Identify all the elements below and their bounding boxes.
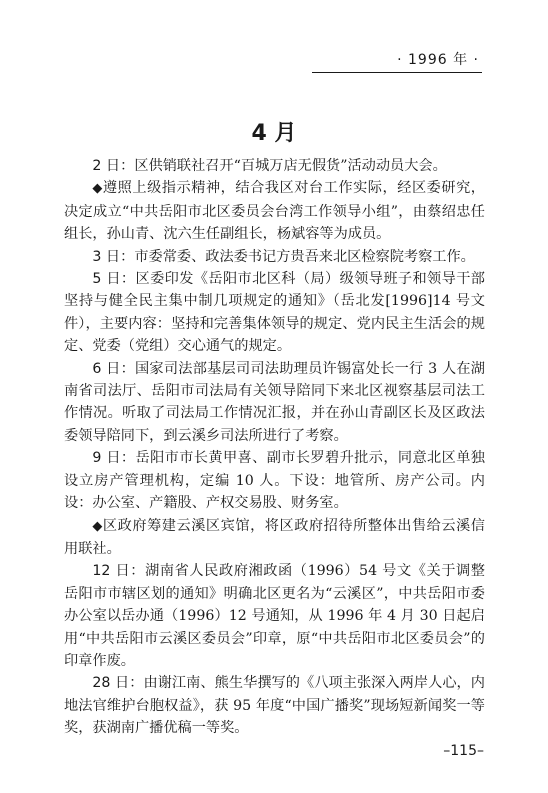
- entry-apr-28: [64, 672, 485, 739]
- entry-apr-2-additional: [64, 177, 485, 245]
- entry-apr-5: [64, 268, 485, 358]
- diamond-bullet-icon: ◆: [92, 181, 103, 197]
- entry-apr-2: [64, 155, 485, 177]
- running-header-year: · 1996 年 ·: [397, 52, 479, 68]
- page-number: –115–: [443, 743, 484, 759]
- month-heading: 4 月: [251, 121, 297, 146]
- entry-text: 国家司法部基层司司法助理员许锡富处长一行 3 人在湖南省司法厅、岳阳市司法局有关领导陪同下来北区视察基层司法工作情况。听取了司法局工作情况汇报，并在孙山青副区长及区政法委领导陪同下，到云溪乡司法所进行了考察。: [64, 360, 485, 444]
- entry-apr-12: [64, 560, 485, 672]
- entry-text: 岳阳市市长黄甲喜、副市长罗碧升批示，同意北区单独设立房产管理机构，定编 10 人。下设：地管所、房产公司。内设：办公室、产籍股、产权交易股、财务室。: [64, 450, 485, 512]
- entry-date: 3 日：: [92, 248, 135, 265]
- entry-text: 遵照上级指示精神，结合我区对台工作实际，经区委研究，决定成立“中共岳阳市北区委员会台湾工作领导小组”，由蔡绍忠任组长，孙山青、沈六生任副组长，杨斌容等为成员。: [64, 180, 485, 243]
- entry-apr-9: [64, 447, 485, 514]
- entry-apr-3: [64, 246, 485, 268]
- entry-text: 区供销联社召开“百城万店无假货”活动动员大会。: [134, 158, 447, 174]
- entry-date: 5 日：: [92, 271, 136, 288]
- entry-apr-6: [64, 358, 485, 448]
- chronicle-entries: [64, 155, 485, 740]
- entry-date: 12 日：: [92, 563, 146, 580]
- entry-text: 区委印发《岳阳市北区科（局）级领导班子和领导干部坚持与健全民主集中制几项规定的通知》（岳北发[1996]14 号文件），主要内容：坚持和完善集体领导的规定、党内民主生活会的规定、党委（党组）交心通气的规定。: [64, 271, 485, 355]
- entry-date: 2 日：: [92, 158, 135, 174]
- entry-text: 市委常委、政法委书记方贵吾来北区检察院考察工作。: [134, 248, 475, 265]
- entry-date: 9 日：: [92, 450, 136, 467]
- entry-text: 湖南省人民政府湘政函（1996）54 号文《关于调整岳阳市市辖区划的通知》明确北区更名为“云溪区”，中共岳阳市委办公室以岳办通（1996）12 号通知，从 1996 年 4 月 30 日起启用“中共岳阳市云溪区委员会”印章，原“中共岳阳市北区委员会”的印章作废。: [64, 563, 485, 669]
- entry-date: 6 日：: [92, 360, 136, 377]
- diamond-bullet-icon: ◆: [92, 518, 103, 534]
- entry-text: 由谢江南、熊生华撰写的《八项主张深入两岸人心，内地法官维护台胞权益》，获 95 年度“中国广播奖”现场短新闻奖一等奖，获湖南广播优稿一等奖。: [64, 675, 485, 737]
- entry-text: 区政府筹建云溪区宾馆，将区政府招待所整体出售给云溪信用联社。: [64, 517, 485, 557]
- entry-date: 28 日：: [92, 675, 144, 692]
- header-rule: [312, 72, 482, 73]
- entry-apr-9-additional: [64, 515, 485, 561]
